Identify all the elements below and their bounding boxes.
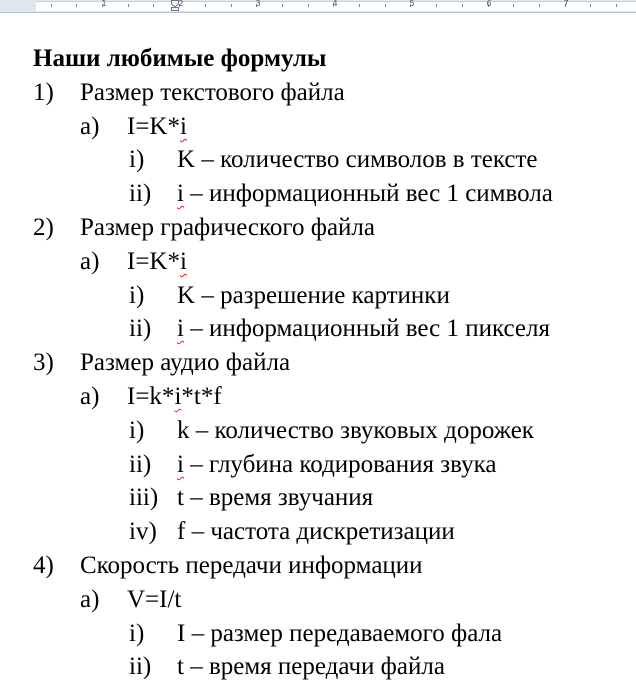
item-description: – информационный вес 1 символа <box>183 180 553 207</box>
item-text <box>177 416 534 446</box>
formula-part: i <box>179 248 187 275</box>
formula-part: I=K* <box>127 113 180 140</box>
section-number: 3) <box>33 349 54 376</box>
item-variable: K <box>177 282 196 309</box>
formula-part: *t*f <box>181 383 222 410</box>
item-variable: K <box>177 146 196 173</box>
item-marker: i) <box>129 620 145 647</box>
section-heading: Размер аудио файла <box>80 349 291 376</box>
item-description: – размер передаваемого фала <box>185 620 503 647</box>
item-description: – время передачи файла <box>183 653 445 680</box>
item-text <box>177 281 450 311</box>
item-text <box>177 179 553 209</box>
ruler-number: 2 <box>178 0 184 8</box>
item-text <box>177 652 445 682</box>
item-text <box>177 145 538 175</box>
item-description: – количество символов в тексте <box>195 146 538 173</box>
item-marker: ii) <box>129 451 152 478</box>
formula-part: i <box>179 113 187 140</box>
item-description: – разрешение картинки <box>195 282 450 309</box>
item-variable: t <box>177 484 184 511</box>
item-variable: i <box>177 451 184 478</box>
item-marker: iv) <box>129 518 157 545</box>
item-variable: i <box>177 315 184 342</box>
section-number: 1) <box>33 79 54 106</box>
item-description: – время звучания <box>183 484 374 511</box>
ruler-number: 3 <box>255 0 261 8</box>
ruler-number: 1 <box>101 0 107 8</box>
item-description: – глубина кодирования звука <box>183 451 497 478</box>
item-description: – количество звуковых дорожек <box>189 417 534 444</box>
item-variable: i <box>177 180 184 207</box>
item-description: – частота дискретизации <box>185 518 455 545</box>
formula <box>127 247 187 277</box>
formula-part: V=I/t <box>127 586 182 613</box>
page-title: Наши любимые формулы <box>33 45 327 72</box>
formula <box>127 382 222 412</box>
formula-label: a) <box>80 113 100 140</box>
ruler-number: 4 <box>332 0 338 8</box>
ruler-number: 6 <box>486 0 492 8</box>
section-number: 2) <box>33 214 54 241</box>
item-marker: i) <box>129 417 145 444</box>
formula-label: a) <box>80 248 100 275</box>
item-variable: f <box>177 518 186 545</box>
item-variable: I <box>177 620 186 647</box>
formula <box>127 585 181 615</box>
item-text <box>177 517 455 547</box>
item-marker: ii) <box>129 180 152 207</box>
formula-label: a) <box>80 586 100 613</box>
item-marker: i) <box>129 282 145 309</box>
item-variable: t <box>177 653 184 680</box>
item-text <box>177 483 373 513</box>
ruler-number: 7 <box>563 0 569 8</box>
section-number: 4) <box>33 552 54 579</box>
item-text <box>177 314 550 344</box>
formula <box>127 112 187 142</box>
formula-part: I=K* <box>127 248 180 275</box>
item-text <box>177 619 502 649</box>
section-heading: Скорость передачи информации <box>80 552 423 579</box>
item-marker: ii) <box>129 315 152 342</box>
item-text <box>177 450 496 480</box>
item-variable: k <box>177 417 190 444</box>
section-heading: Размер графического файла <box>80 214 376 241</box>
item-marker: i) <box>129 146 145 173</box>
item-marker: ii) <box>129 653 152 680</box>
section-heading: Размер текстового файла <box>80 79 345 106</box>
formula-label: a) <box>80 383 100 410</box>
formula-part: i <box>174 383 182 410</box>
item-description: – информационный вес 1 пикселя <box>183 315 550 342</box>
ruler-number: 5 <box>409 0 415 8</box>
item-marker: iii) <box>129 484 159 511</box>
formula-part: I=k* <box>127 383 175 410</box>
